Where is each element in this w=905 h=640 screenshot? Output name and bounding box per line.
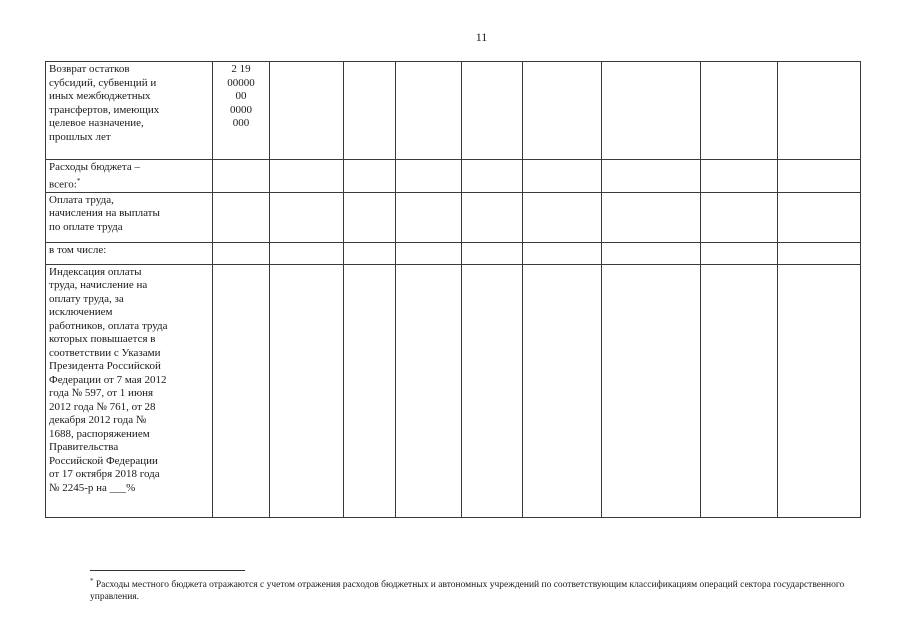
table-cell (344, 242, 396, 264)
table-cell (602, 264, 701, 517)
table-cell (396, 160, 462, 193)
budget-table (45, 61, 861, 518)
table-cell (396, 62, 462, 160)
table-cell (270, 242, 344, 264)
table-row (46, 264, 861, 517)
table-cell (523, 192, 602, 242)
table-cell (213, 192, 270, 242)
table-cell (602, 160, 701, 193)
row-label: Оплата труда, начисления на выплаты по оплате труда (46, 192, 213, 242)
table-cell (523, 62, 602, 160)
table-row (46, 62, 861, 160)
table-cell (523, 160, 602, 193)
footnote-marker: * (76, 176, 81, 185)
table-cell (778, 160, 861, 193)
table-cell (462, 264, 523, 517)
table-cell (462, 242, 523, 264)
row-label-cell (46, 160, 213, 193)
table-cell (701, 62, 778, 160)
table-cell (523, 242, 602, 264)
table-cell (344, 192, 396, 242)
row-label: Индексация оплаты труда, начисление на оплату труда, за исключением работников, оплата труда которых повышается в соответствии с Указами Президента Российской Федерации от 7 мая 2012 года № 597, от 1 июня 2012 года № 761, от 28 декабря 2012 года № 1688, распоряжением Правительства Российской Федерации от 17 октября 2018 года № 2245-р на ___% (46, 264, 213, 517)
table-cell (701, 192, 778, 242)
table-row (46, 160, 861, 193)
table-cell (344, 160, 396, 193)
table-row (46, 192, 861, 242)
table-cell (344, 264, 396, 517)
page-number: 11 (475, 30, 488, 44)
table-cell (270, 192, 344, 242)
table-cell (701, 160, 778, 193)
table-row (46, 242, 861, 264)
row-code: 2 19 00000 00 0000 000 (213, 62, 270, 160)
table-cell (396, 192, 462, 242)
footnote-divider (90, 570, 245, 571)
table-cell (462, 62, 523, 160)
table-cell (396, 264, 462, 517)
table-cell (778, 264, 861, 517)
footnote (90, 575, 850, 603)
table-cell (462, 160, 523, 193)
table-cell (701, 264, 778, 517)
table-cell (602, 192, 701, 242)
table-cell (270, 62, 344, 160)
row-label: Расходы бюджета – всего: (49, 161, 141, 191)
table-cell (523, 264, 602, 517)
table-cell (270, 264, 344, 517)
table-cell (270, 160, 344, 193)
table-cell (778, 192, 861, 242)
footnote-marker: * (90, 577, 94, 585)
table-cell (213, 242, 270, 264)
table-cell (213, 264, 270, 517)
footnote-text: Расходы местного бюджета отражаются с учетом отражения расходов бюджетных и автономных учреждений по соответствующим классификациям операций сектора государственного управления. (90, 580, 845, 603)
table-cell (396, 242, 462, 264)
table-cell (602, 62, 701, 160)
row-label: Возврат остатков субсидий, субвенций и иных межбюджетных трансфертов, имеющих целевое назначение, прошлых лет (46, 62, 213, 160)
row-label: в том числе: (46, 242, 213, 264)
table-cell (778, 242, 861, 264)
table-cell (462, 192, 523, 242)
table-cell (701, 242, 778, 264)
table-cell (778, 62, 861, 160)
table-cell (602, 242, 701, 264)
table-cell (213, 160, 270, 193)
table-cell (344, 62, 396, 160)
